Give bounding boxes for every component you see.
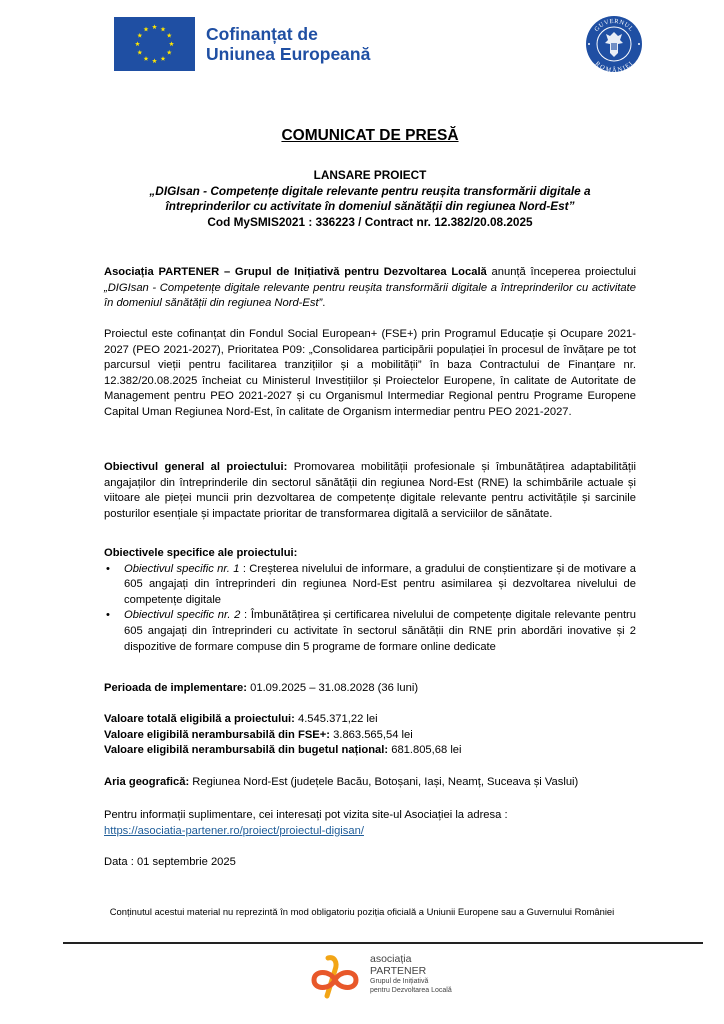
bullet-icon: •	[106, 609, 110, 622]
specific-objectives-label: Obiectivele specifice ale proiectului:	[104, 547, 298, 559]
intro-paragraph	[104, 265, 636, 312]
partner-line2: PARTENER	[370, 965, 427, 977]
general-objective-label: Obiectivul general al proiectului:	[104, 461, 288, 473]
list-item	[104, 608, 636, 655]
project-code: Cod MySMIS2021 : 336223 / Contract nr. 12.382/20.08.2025	[207, 214, 533, 229]
project-launch-label: LANSARE PROIECT	[313, 168, 427, 182]
partner-line1: asociația	[370, 953, 412, 965]
value-amount: 3.863.565,54 lei	[330, 728, 413, 741]
eu-label-line2: Uniunea Europeană	[206, 44, 371, 64]
partner-line3: Grupul de Inițiativă	[370, 978, 429, 985]
specific-objectives-section	[104, 546, 636, 655]
more-info-text: Pentru informații suplimentare, cei interesați pot vizita site-ul Asociației la adresa :	[104, 809, 508, 821]
project-name-inline: „DIGIsan - Competențe digitale relevante pentru reușita transformării digitale a întreprinderilor cu activitate în domeniul sănătății din regiunea Nord-Est”	[104, 281, 636, 310]
project-name-line1: „DIGIsan - Competențe digitale relevante pentru reușita transformării digitale a	[149, 183, 591, 198]
general-objective-text: Promovarea mobilității profesionale și îmbunătățirea adaptabilității angajaților din întreprinderile din sectorul sănătății din regiunea Nord-Est (RNE) la schimbările actuale și viitoare ale pieței muncii prin dezvoltarea de competențe digitale relevante pentru activitățile și sarcinile posturilor esențiale și impactate prioritar de transformarea digitală a serviciilor de sănătate.	[104, 461, 636, 520]
partner-line4: pentru Dezvoltarea Locală	[370, 987, 452, 994]
page-header	[0, 0, 724, 100]
value-row	[104, 743, 636, 759]
financing-paragraph: Proiectul este cofinanțat din Fondul Social European+ (FSE+) prin Programul Educație și Ocupare 2021-2027 (PEO 2021-2027), Prioritatea P09: „Consolidarea participării populației în procesul de învățare pe tot parcursul vieții pentru facilitarea tranzițiilor și a mobilității” în baza Contractului de Finanțare nr. 12.382/20.08.2025 încheiat cu Ministerul Investițiilor și Proiectelor Europene, în calitate de Autoritate de Management pentru PEO 2021-2027 și cu Organismul Intermediar Regional pentru Programe Europene Capital Uman Regiunea Nord-Est, în calitate de Organism intermediar pentru PEO 2021-2027.	[104, 328, 636, 418]
period-label: Perioada de implementare:	[104, 682, 248, 694]
value-label: Valoare eligibilă nerambursabilă din FSE+:	[104, 728, 330, 741]
implementation-period	[104, 681, 636, 697]
page-title: COMUNICAT DE PRESĂ	[281, 127, 459, 144]
more-info-paragraph	[104, 808, 636, 839]
organization-name: Asociația PARTENER – Grupul de Inițiativă pentru Dezvoltarea Locală	[104, 266, 487, 278]
specific-objectives-list	[104, 562, 636, 656]
intro-end: .	[322, 297, 326, 310]
eu-flag-icon	[114, 17, 195, 71]
objective-text: : Creșterea nivelului de informare, a gradului de conștientizare și de motivare a 605 angajați din întreprinderi din regiunea Nord-Est pentru asimilarea și dezvoltarea nivelului de competențe digitale	[124, 562, 636, 606]
objective-name: Obiectivul specific nr. 1	[124, 562, 240, 575]
project-website-link[interactable]: https://asociatia-partener.ro/proiect/proiectul-digisan/	[104, 824, 364, 837]
disclaimer-text: Conținutul acestui material nu reprezintă în mod obligatoriu poziția oficială a Uniunii Europene sau a Guvernului României	[109, 906, 615, 917]
eu-label-line1: Cofinanțat de	[206, 24, 318, 44]
value-amount: 681.805,68 lei	[388, 744, 462, 757]
svg-text:GUVERNUL: GUVERNUL	[593, 17, 635, 33]
objective-text: : Îmbunătățirea și certificarea nivelului de competențe digitale relevante pentru 605 angajați din întreprinderi cu activitate în sectorul sănătății din RNE prin abordări inovative și 2 dispozitive de formare compuse din 5 programe de formare online dedicate	[124, 609, 636, 653]
asociatia-partener-logo-icon	[302, 952, 368, 1002]
objective-name: Obiectivul specific nr. 2	[124, 609, 241, 622]
partner-logo	[302, 950, 462, 1010]
value-label: Valoare totală eligibilă a proiectului:	[104, 713, 295, 725]
eu-cofinancing-label	[206, 24, 370, 64]
release-date: Data : 01 septembrie 2025	[104, 856, 236, 868]
value-label: Valoare eligibilă nerambursabilă din bugetul național:	[104, 744, 389, 757]
general-objective-paragraph	[104, 460, 636, 522]
value-amount: 4.545.371,22 lei	[294, 713, 378, 725]
guvernul-romaniei-seal-icon	[585, 15, 643, 73]
geographic-area	[104, 775, 636, 791]
area-label: Aria geografică:	[104, 776, 190, 788]
value-row	[104, 728, 636, 744]
project-heading	[104, 168, 636, 230]
bullet-icon: •	[106, 562, 110, 575]
project-values	[104, 712, 636, 759]
period-value: 01.09.2025 – 31.08.2028 (36 luni)	[247, 682, 419, 694]
intro-text: anunță începerea proiectului	[486, 266, 636, 278]
partner-logo-text	[370, 953, 452, 995]
footer-divider	[63, 942, 703, 944]
area-value: Regiunea Nord-Est (județele Bacău, Botoșani, Iași, Neamț, Suceava și Vaslui)	[189, 776, 579, 788]
project-name-line2: întreprinderilor cu activitate în domeniul sănătății din regiunea Nord-Est”	[165, 199, 575, 213]
svg-text:ROMÂNIEI: ROMÂNIEI	[593, 60, 635, 73]
value-row	[104, 712, 636, 728]
list-item	[104, 562, 636, 609]
